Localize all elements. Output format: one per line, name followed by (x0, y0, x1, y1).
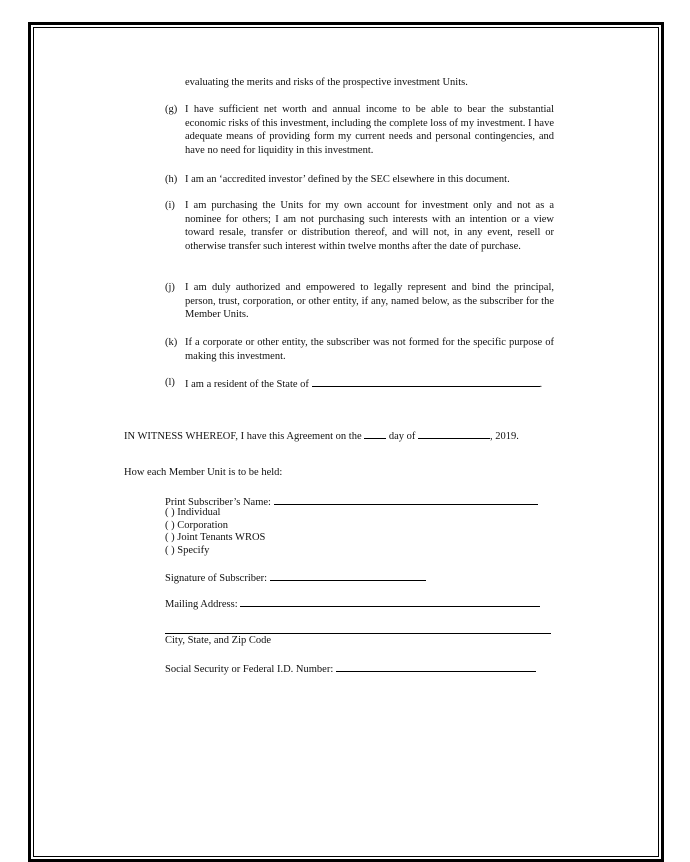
continuation-paragraph: evaluating the merits and risks of the prospective investment Units. (185, 77, 468, 88)
ssn-row: Social Security or Federal I.D. Number: (165, 661, 536, 676)
clause-text: I am a resident of the State of . (185, 376, 554, 392)
clause-k (165, 336, 554, 363)
option-individual[interactable]: ( ) Individual (165, 507, 221, 518)
option-corporation[interactable]: ( ) Corporation (165, 520, 228, 531)
clause-i (165, 199, 554, 253)
option-joint-tenants[interactable]: ( ) Joint Tenants WROS (165, 532, 266, 543)
witness-month-field[interactable] (418, 428, 490, 439)
clause-h (165, 173, 554, 187)
clause-text: I am an ‘accredited investor’ defined by the SEC elsewhere in this document. (185, 174, 510, 185)
clause-text: I have sufficient net worth and annual income to be able to bear the substantial economic risks of this investment, including the complete loss of my investment. I have adequate means of providing form my current needs and personal contingencies, and have no need for liquidity in this investment. (185, 104, 554, 156)
mailing-address-field[interactable] (240, 596, 540, 607)
clause-label: (i) (165, 200, 175, 211)
signature-row: Signature of Subscriber: (165, 570, 426, 585)
clause-text: I am purchasing the Units for my own account for investment only and not as a nominee for others; I am not purchasing such interests with an intention or a view toward resale, transfer or distribution thereof, and will not, in any event, resell or otherwise transfer such interest within twelve months after the date of purchase. (185, 200, 554, 252)
signature-field[interactable] (270, 570, 426, 581)
clause-label: (j) (165, 282, 175, 293)
subscriber-name-field[interactable] (274, 494, 538, 505)
clause-label: (g) (165, 104, 178, 115)
held-heading: How each Member Unit is to be held: (124, 467, 283, 478)
clause-l (165, 376, 554, 392)
option-specify[interactable]: ( ) Specify (165, 545, 210, 556)
city-state-zip-label: City, State, and Zip Code (165, 635, 272, 646)
clause-j (165, 281, 554, 322)
clause-label: (l) (165, 377, 175, 388)
ssn-field[interactable] (336, 661, 536, 672)
state-of-residence-field[interactable] (312, 376, 540, 387)
clause-text: If a corporate or other entity, the subscriber was not formed for the specific purpose of making this investment. (185, 337, 554, 362)
clause-text: I am duly authorized and empowered to legally represent and bind the principal, person, trust, corporation, or other entity, if any, named below, as the subscriber for the Member Units. (185, 282, 554, 321)
mailing-address-row: Mailing Address: (165, 596, 540, 611)
subscriber-name-row: Print Subscriber’s Name: (165, 494, 538, 509)
clause-label: (h) (165, 174, 178, 185)
clause-label: (k) (165, 337, 178, 348)
witness-day-field[interactable] (364, 428, 386, 439)
witness-line: IN WITNESS WHEREOF, I have this Agreement on the day of , 2019. (124, 428, 519, 443)
clause-g (165, 103, 554, 157)
